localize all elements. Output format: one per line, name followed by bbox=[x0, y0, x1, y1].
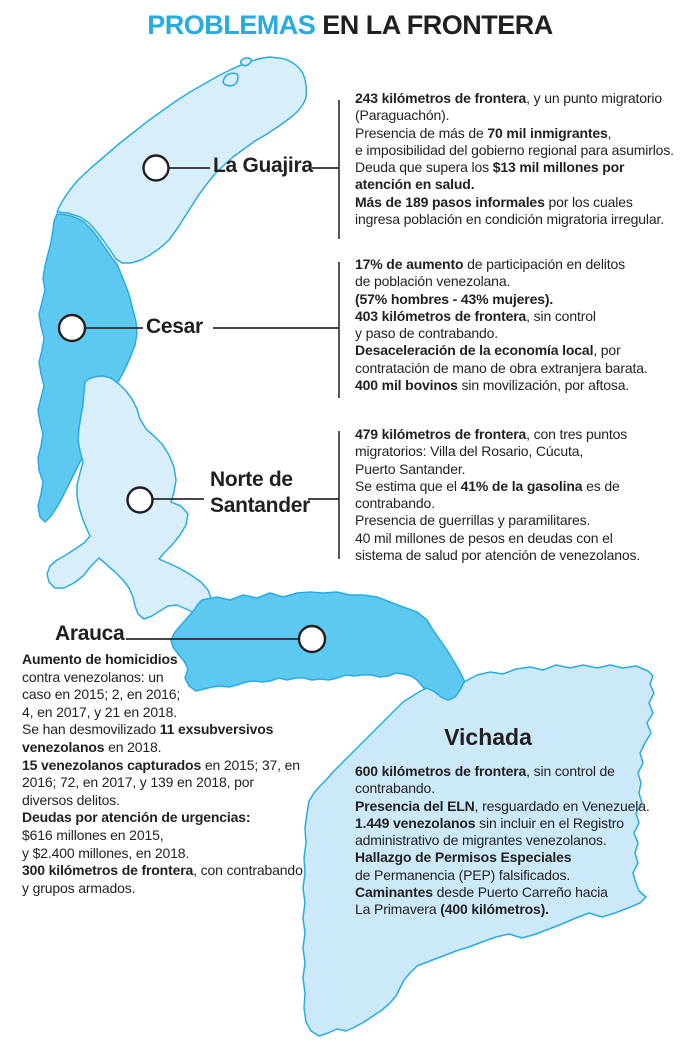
label-la-guajira: La Guajira bbox=[213, 154, 313, 177]
facts-arauca: Aumento de homicidios contra venezolanos: un caso en 2015; 2, en 2016; 4, en 2017, y 21 en 2018. Se han desmovilizado 11 exsubversivos venezolanos en 2018. 15 venezolanos capturados en 2015; 37, en 2016; 72, en 2017, y 139 en 2018, por diversos delitos. Deudas por atención de urgencias: $616 millones en 2015, y $2.400 millones, en 2018. 300 kilómetros de frontera, con contrabando y grupos armados. bbox=[22, 651, 303, 896]
facts-vichada: 600 kilómetros de frontera, sin control de contrabando. Presencia del ELN, resguardado en Venezuela. 1.449 venezolanos sin incluir en el Registro administrativo de migrantes venezolanos. Hallazgo de Permisos Especiales de Permanencia (PEP) falsificados. Caminantes desde Puerto Carreño hacia La Primavera (400 kilómetros). bbox=[355, 763, 650, 918]
marker-cesar bbox=[59, 315, 85, 341]
title-rest: EN LA FRONTERA bbox=[315, 10, 553, 40]
label-arauca: Arauca bbox=[55, 622, 125, 645]
title-highlight: PROBLEMAS bbox=[147, 10, 316, 40]
label-vichada: Vichada bbox=[444, 724, 532, 750]
marker-norte-de-santander bbox=[128, 488, 153, 513]
marker-arauca bbox=[299, 626, 325, 652]
facts-cesar: 17% de aumento de participación en delitos de población venezolana. (57% hombres - 43% mujeres). 403 kilómetros de frontera, sin control y paso de contrabando. Desaceleración de la economía local, por contratación de mano de obra extranjera barata. 400 mil bovinos sin movilización, por aftosa. bbox=[355, 256, 648, 394]
facts-la-guajira: 243 kilómetros de frontera, y un punto migratorio (Paraguachón). Presencia de más de 70 mil inmigrantes, e imposibilidad del gobierno regional para asumirlos. Deuda que supera los $13 mil millones por atención en salud. Más de 189 pasos informales por los cuales ingresa población en condición migratoria irregular. bbox=[355, 90, 674, 228]
page-title bbox=[0, 10, 700, 41]
label-cesar: Cesar bbox=[146, 315, 203, 338]
marker-la-guajira bbox=[144, 156, 169, 181]
facts-norte-de-santander: 479 kilómetros de frontera, con tres puntos migratorios: Villa del Rosario, Cúcuta, Puerto Santander. Se estima que el 41% de la gasolina es de contrabando. Presencia de guerrillas y paramilitares. 40 mil millones de pesos en deudas con el sistema de salud por atención de venezolanos. bbox=[355, 426, 641, 564]
label-norte-de-santander: Norte de Santander bbox=[210, 468, 310, 517]
